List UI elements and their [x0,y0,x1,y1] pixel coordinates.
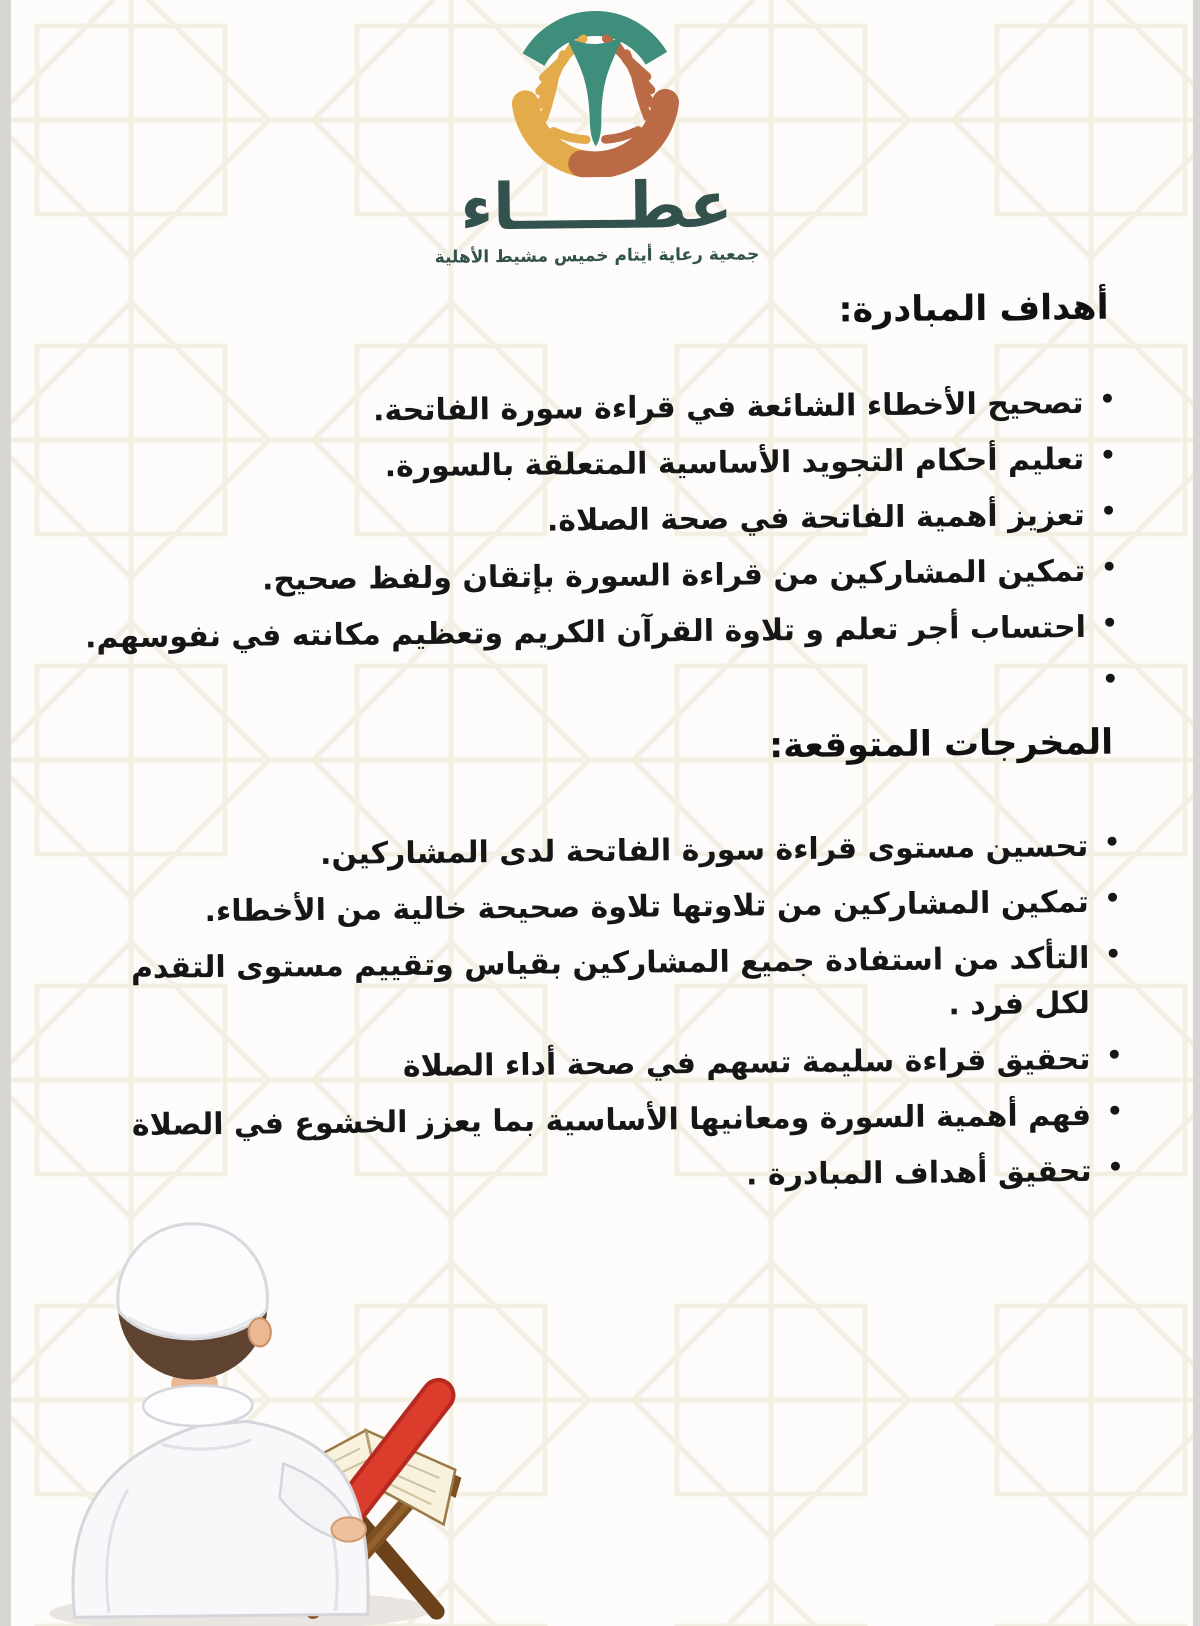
list-item-empty [70,660,1120,716]
section-outcomes [11,721,1193,1205]
hands-logo-icon [498,5,692,178]
list-item: • تمكين المشاركين من تلاوتها تلاوة صحيحة خالية من الأخطاء. [73,879,1123,935]
section-objectives [11,286,1193,717]
list-item: • تعليم أحكام التجويد الأساسية المتعلقة بالسورة. [68,436,1118,492]
list-item: • تحسين مستوى قراءة سورة الفاتحة لدى المشاركين. [72,823,1122,879]
logo-wordmark: عطـــــاء [460,168,733,246]
list-item: • احتساب أجر تعلم و تلاوة القرآن الكريم وتعظيم مكانته في نفوسهم. [70,604,1120,660]
page-content [11,0,1193,1626]
list-item: • تمكين المشاركين من قراءة السورة بإتقان ولفظ صحيح. [69,548,1119,604]
objectives-list [67,380,1120,716]
ear [248,1318,271,1347]
boy-reading-quran-illustration [30,1180,500,1626]
boy-figure [69,1222,368,1617]
collar [143,1385,253,1427]
charity-logo [11,0,1188,272]
list-item: • تصحيح الأخطاء الشائعة في قراءة سورة الفاتحة. [67,380,1117,436]
list-item: • تحقيق أهداف المبادرة . [75,1148,1125,1204]
outcomes-list [72,823,1126,1204]
list-item: • التأكد من استفادة جميع المشاركين بقياس وتقييم مستوى التقدم لكل فرد . [73,935,1124,1036]
objectives-heading: أهداف المبادرة: [838,287,1109,331]
logo-tagline: جمعية رعاية أيتام خميس مشيط الأهلية [434,244,760,268]
outcomes-heading: المخرجات المتوقعة: [768,722,1114,766]
list-item: • تحقيق قراءة سليمة تسهم في صحة أداء الصلاة [74,1036,1124,1092]
list-item: • تعزيز أهمية الفاتحة في صحة الصلاة. [69,492,1119,548]
hand [331,1517,366,1542]
document-page [11,0,1193,1626]
list-item: • فهم أهمية السورة ومعانيها الأساسية بما يعزز الخشوع في الصلاة [75,1092,1125,1148]
